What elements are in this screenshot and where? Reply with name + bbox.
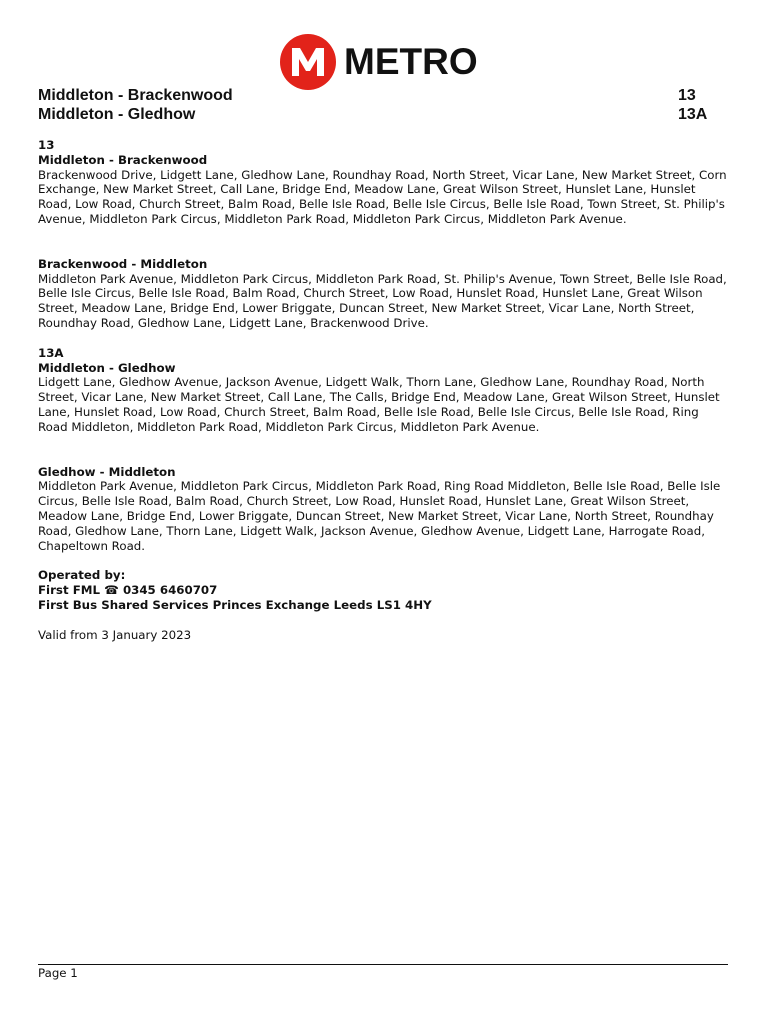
direction-title: Gledhow - Middleton — [38, 464, 176, 479]
direction-streets: Brackenwood Drive, Lidgett Lane, Gledhow Lane, Roundhay Road, North Street, Vicar Lane, New Market Street, Corn Exchange, New Market Street, Call Lane, Bridge End, Meadow Lane, Great Wilson Street, Hunslet Lane, Hunslet Road, Low Road, Church Street, Balm Road, Belle Isle Road, Belle Isle Circus, Belle Isle Road, Town Street, St. Philip's Avenue, Middleton Park Circus, Middleton Park Road, Middleton Park Circus, Middleton Park Avenue. — [38, 167, 727, 226]
metro-logo — [280, 34, 478, 90]
direction-title: Middleton - Brackenwood — [38, 152, 208, 167]
brand-name: METRO — [344, 41, 478, 82]
m-glyph-icon — [288, 42, 328, 82]
route-titles — [38, 86, 718, 124]
direction-title: Brackenwood - Middleton — [38, 256, 208, 271]
route-code: 13 — [38, 138, 55, 152]
route-code: 13A — [38, 345, 64, 360]
operator-name: First FML — [38, 583, 101, 598]
spacer — [38, 227, 730, 257]
route-title-row — [38, 86, 718, 105]
operator-address: First Bus Shared Services Princes Exchange Leeds LS1 4HY — [38, 597, 432, 612]
operator-label: Operated by: — [38, 568, 126, 583]
direction-streets: Lidgett Lane, Gledhow Avenue, Jackson Avenue, Lidgett Walk, Thorn Lane, Gledhow Lane, Roundhay Road, North Street, Vicar Lane, New Market Street, Call Lane, The Calls, Bridge End, Meadow Lane, Great Wilson Street, Hunslet Lane, Hunslet Road, Low Road, Church Street, Balm Road, Belle Isle Road, Belle Isle Circus, Belle Isle Road, Ring Road Middleton, Middleton Park Road, Middleton Park Circus, Middleton Park Avenue. — [38, 375, 720, 434]
operator-phone[interactable]: 0345 6460707 — [122, 583, 218, 598]
direction-title: Middleton - Gledhow — [38, 360, 176, 375]
operator-contact — [38, 583, 730, 598]
route-title-number: 13 — [678, 87, 696, 104]
route-title-name: Middleton - Brackenwood — [38, 87, 233, 104]
direction-streets: Middleton Park Avenue, Middleton Park Circus, Middleton Park Road, Ring Road Middleton, Belle Isle Road, Belle Isle Circus, Belle Isle Road, Balm Road, Church Street, Low Road, Hunslet Road, Hunslet Lane, Great Wilson Street, Meadow Lane, Bridge End, Lower Briggate, Duncan Street, New Market Street, Vicar Lane, North Street, Roundhay Road, Gledhow Lane, Thorn Lane, Lidgett Walk, Jackson Avenue, Gledhow Avenue, Lidgett Lane, Harrogate Road, Chapeltown Road. — [38, 479, 721, 553]
page-number: Page 1 — [38, 966, 78, 980]
telephone-icon: ☎ — [104, 583, 119, 598]
footer-divider — [38, 964, 728, 965]
spacer — [38, 435, 730, 465]
valid-from: Valid from 3 January 2023 — [38, 627, 192, 642]
spacer — [38, 331, 730, 346]
spacer — [38, 553, 730, 568]
route-title-name: Middleton - Gledhow — [38, 106, 196, 123]
direction-streets: Middleton Park Avenue, Middleton Park Circus, Middleton Park Road, St. Philip's Avenue, Town Street, Belle Isle Road, Belle Isle Circus, Belle Isle Road, Balm Road, Church Street, Low Road, Hunslet Road, Hunslet Lane, Great Wilson Street, Meadow Lane, Bridge End, Lower Briggate, Duncan Street, New Market Street, Vicar Lane, North Street, Roundhay Road, Gledhow Lane, Lidgett Lane, Brackenwood Drive. — [38, 271, 727, 330]
route-title-row — [38, 105, 718, 124]
route-title-number: 13A — [678, 106, 708, 123]
route-details — [38, 138, 730, 643]
metro-m-icon — [280, 34, 336, 90]
